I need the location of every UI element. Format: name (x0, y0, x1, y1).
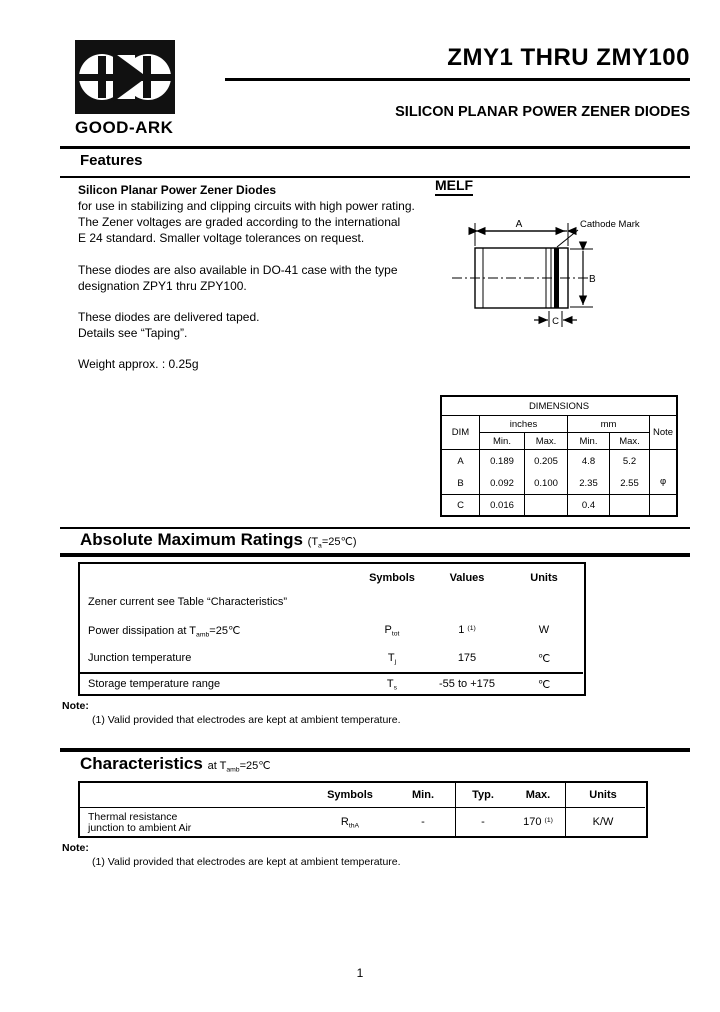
amr-row-power-value: 1 $^{(1)}$ (458, 624, 476, 636)
amr-row-storage-value: -55 to +175 (439, 678, 495, 690)
dim-col-min: Min. (480, 433, 525, 450)
char-row-unit: K/W (592, 816, 614, 828)
dim-cell: 2.35 (568, 472, 610, 495)
amr-header-symbols: Symbols (369, 572, 415, 584)
amr-row-power-desc: Power dissipation at $T_{amb}=25℃$ (88, 625, 241, 639)
features-heading: Features (80, 152, 143, 169)
amr-condition: $(T_a=25℃)$ (307, 536, 357, 550)
amr-heading (80, 530, 357, 550)
amr-header-values: Values (449, 572, 485, 584)
char-row-typ: - (481, 816, 485, 828)
cathode-mark-label: Cathode Mark (580, 219, 640, 230)
dim-col-min: Min. (568, 433, 610, 450)
amr-top-rule (60, 527, 690, 529)
char-note-label: Note: (62, 842, 89, 854)
dim-row-c (442, 495, 677, 516)
amr-row-junction-desc: Junction temperature (88, 652, 192, 664)
page-subtitle: SILICON PLANAR POWER ZENER DIODES (395, 104, 690, 120)
dim-cell: 0.092 (480, 472, 525, 495)
dim-note-phi: φ (650, 450, 677, 495)
dim-cell: A (442, 450, 480, 473)
dim-cell: C (442, 495, 480, 516)
characteristics-table (78, 781, 648, 838)
dim-cell: 0.205 (525, 450, 568, 473)
char-condition: at $T_{amb}=25℃$ (207, 760, 271, 774)
features-line: These diodes are delivered taped. (78, 310, 260, 324)
char-heading-text: Characteristics (80, 754, 203, 773)
amr-row-storage-unit: ℃ (537, 679, 551, 691)
amr-row-power-symbol: $P_{tot}$ (384, 624, 400, 638)
char-row-min: - (421, 816, 425, 828)
amr-note-label: Note: (62, 700, 89, 712)
char-header-typ: Typ. (472, 789, 494, 801)
dim-cell: 5.2 (610, 450, 650, 473)
amr-row-junction-value: 175 (457, 652, 477, 664)
dim-cell: 4.8 (568, 450, 610, 473)
char-header-rule (80, 807, 645, 808)
features-line: for use in stabilizing and clipping circuits with high power rating. (78, 199, 415, 213)
amr-row-storage-desc: Storage temperature range (88, 678, 221, 690)
amr-table (78, 562, 586, 696)
logo-left-bar (98, 56, 106, 98)
dim-a-label: A (515, 219, 523, 230)
dim-row-a (442, 450, 677, 473)
dim-title: DIMENSIONS (442, 397, 677, 416)
dimensions-table (440, 395, 678, 517)
char-heading (80, 754, 271, 774)
melf-outline-drawing (435, 200, 695, 335)
dim-cell: 0.016 (480, 495, 525, 516)
dim-col-dim: DIM (442, 416, 480, 450)
char-row-desc: Thermal resistance junction to ambient Air (88, 811, 192, 834)
page-number: 1 (356, 966, 364, 980)
amr-header-units: Units (530, 572, 558, 584)
dim-col-mm: mm (568, 416, 650, 433)
dim-cell: 2.55 (610, 472, 650, 495)
dim-b-label: B (589, 274, 596, 285)
title-rule (225, 78, 690, 81)
features-top-rule (60, 146, 690, 149)
char-row-max: 170 $^{(1)}$ (523, 816, 553, 828)
char-note-text: (1) Valid provided that electrodes are kept at ambient temperature. (92, 856, 401, 868)
dim-col-inches: inches (480, 416, 568, 433)
features-line: Details see “Taping”. (78, 326, 188, 340)
good-ark-logo (75, 40, 175, 114)
amr-heading-text: Absolute Maximum Ratings (80, 530, 303, 549)
package-name: MELF (435, 177, 473, 196)
char-row-symbol: $R_{thA}$ (340, 816, 360, 830)
features-lead: Silicon Planar Power Zener Diodes (78, 183, 277, 197)
dim-cell (650, 495, 677, 516)
features-text (78, 182, 428, 372)
features-line: E 24 standard. Smaller voltage tolerances on request. (78, 231, 365, 245)
features-bottom-rule (60, 176, 690, 178)
amr-row-zener-current: Zener current see Table “Characteristics” (88, 596, 288, 608)
dim-row-b (442, 472, 677, 495)
dim-cell: 0.189 (480, 450, 525, 473)
char-header-units: Units (589, 789, 617, 801)
brand-name: GOOD-ARK (75, 118, 174, 137)
features-line: The Zener voltages are graded according to the international (78, 215, 401, 229)
dim-cell: B (442, 472, 480, 495)
logo-right-bar (143, 56, 151, 98)
char-header-max: Max. (525, 789, 551, 801)
dim-col-max: Max. (610, 433, 650, 450)
amr-row-junction-unit: ℃ (537, 653, 551, 665)
dim-cell: 0.4 (568, 495, 610, 516)
page-title: ZMY1 THRU ZMY100 (447, 44, 690, 71)
dim-cell: 0.100 (525, 472, 568, 495)
features-line: Weight approx. : 0.25g (78, 357, 199, 371)
features-line: designation ZPY1 thru ZPY100. (78, 279, 247, 293)
amr-row-separator (80, 672, 583, 674)
features-line: These diodes are also available in DO-41 case with the type (78, 263, 398, 277)
amr-row-junction-symbol: $T_j$ (387, 652, 397, 666)
dim-col-max: Max. (525, 433, 568, 450)
dim-c-label: C (552, 316, 559, 327)
dim-cell (610, 495, 650, 516)
char-header-min: Min. (412, 789, 434, 801)
dim-cell (525, 495, 568, 516)
amr-row-power-unit: W (538, 624, 550, 636)
char-top-rule (60, 748, 690, 752)
char-header-symbols: Symbols (327, 789, 373, 801)
amr-row-storage-symbol: $T_s$ (386, 678, 398, 692)
amr-bottom-rule (60, 553, 690, 557)
dim-col-note: Note (650, 416, 677, 450)
amr-note-text: (1) Valid provided that electrodes are kept at ambient temperature. (92, 714, 401, 726)
dimensions-table-grid (441, 396, 677, 516)
